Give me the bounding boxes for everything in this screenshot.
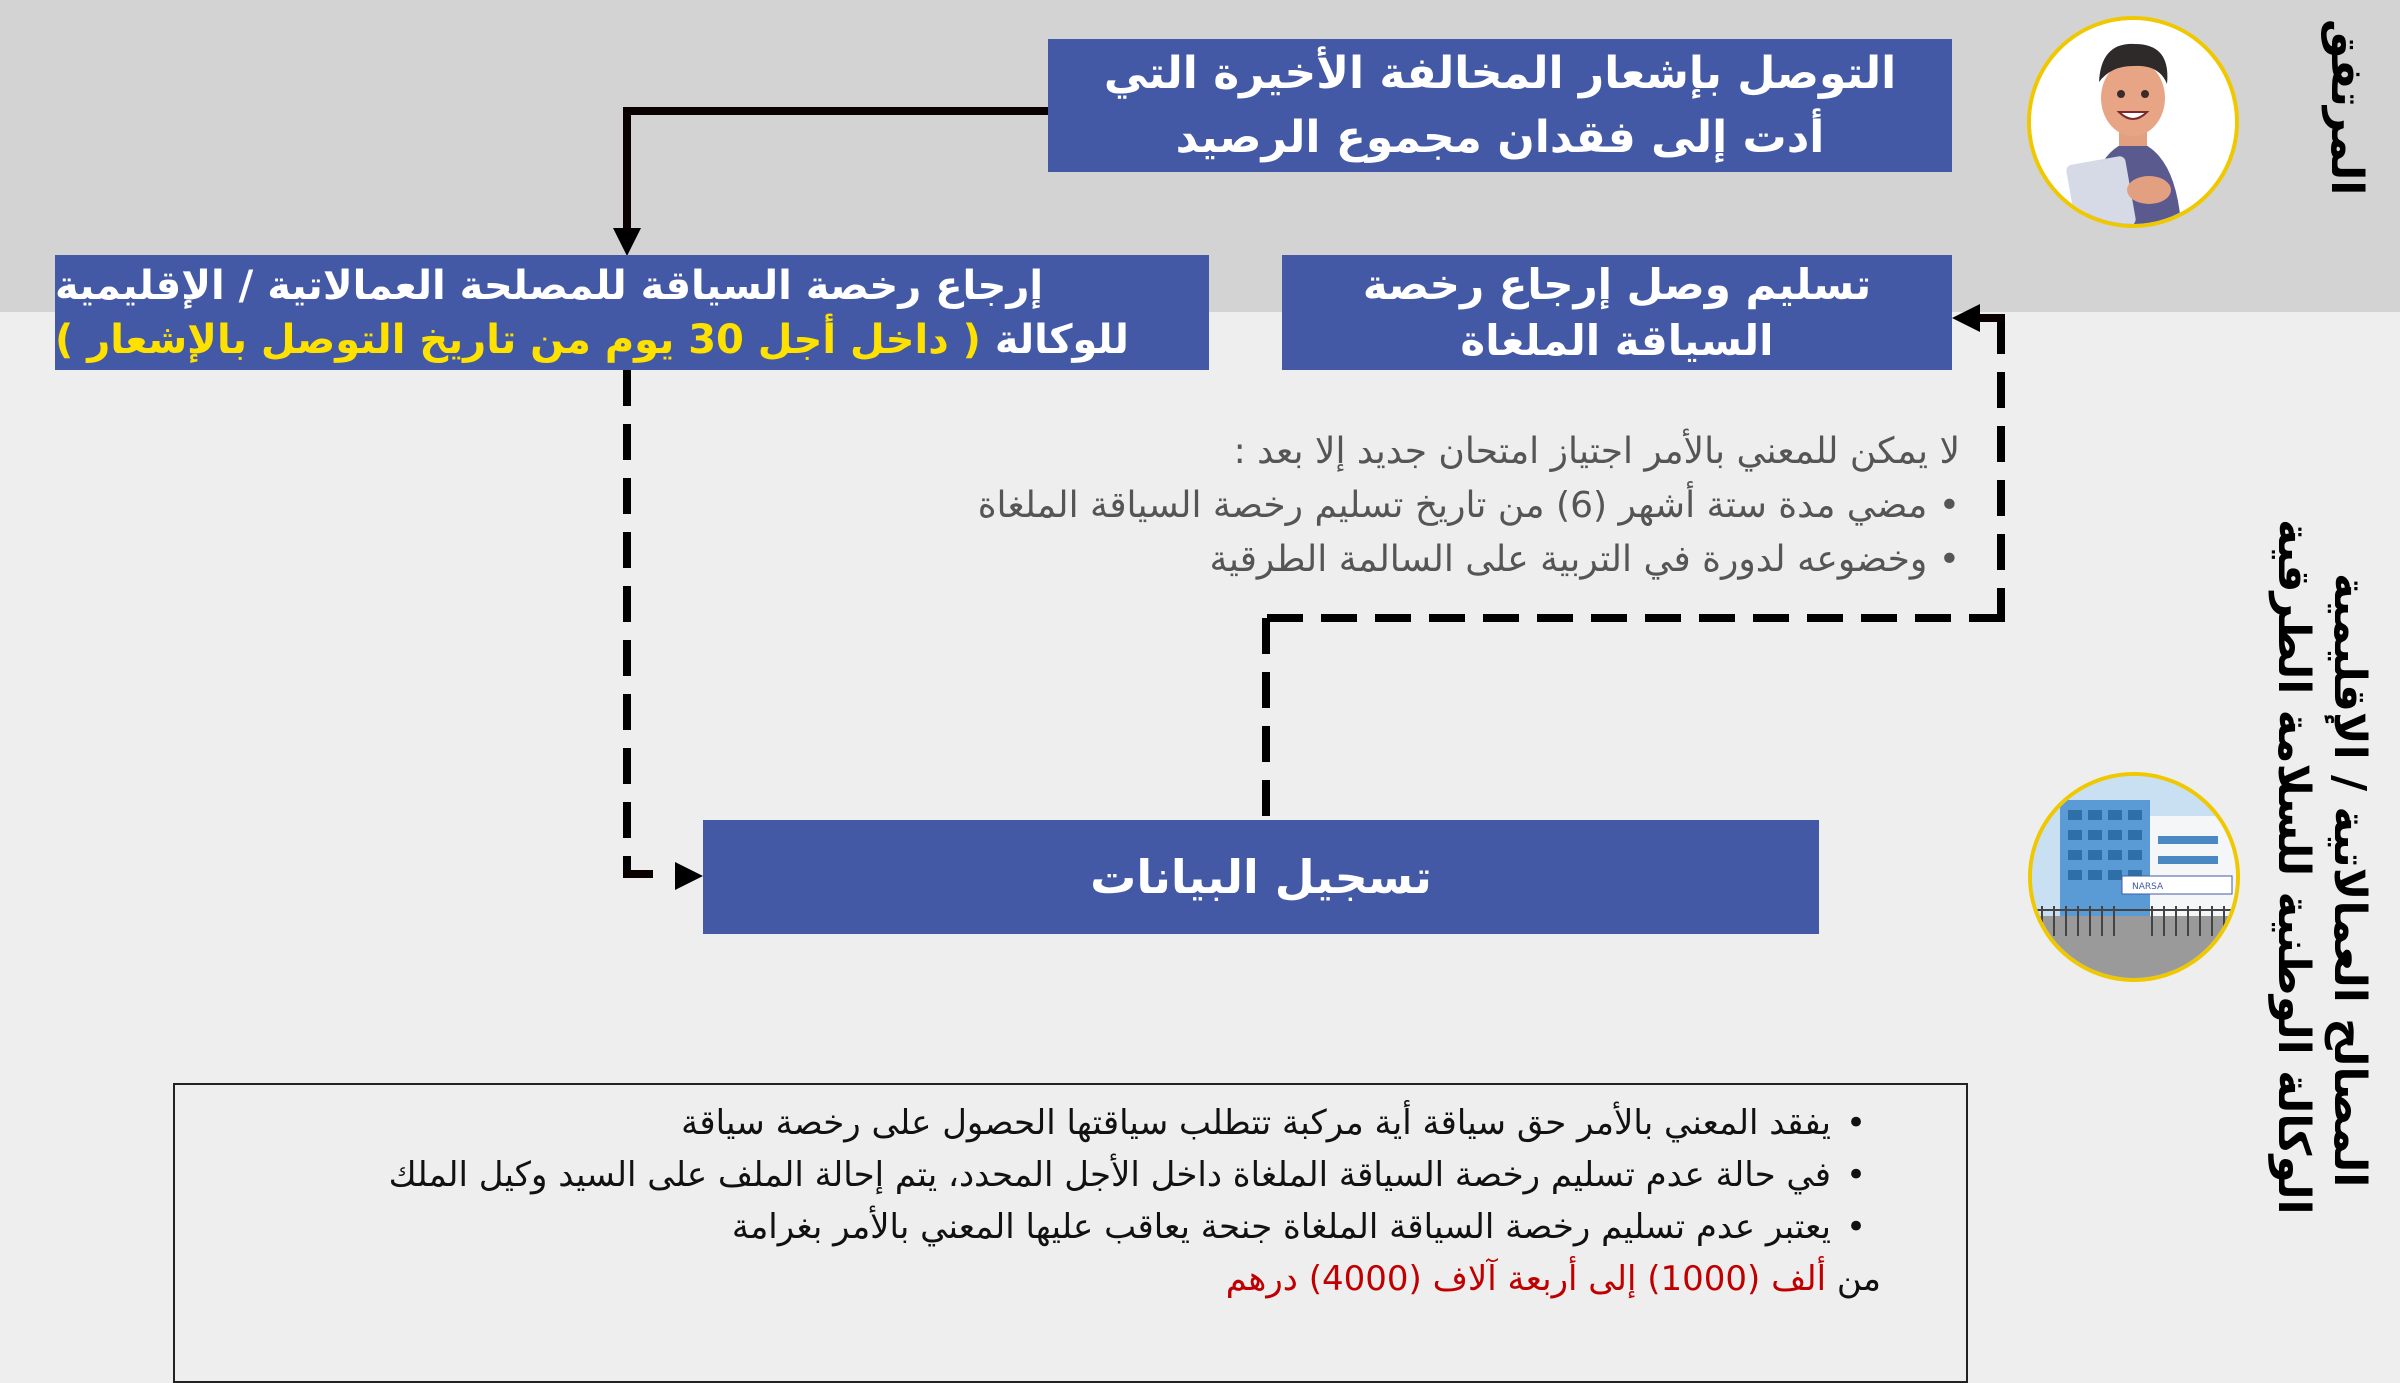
condition-item: • وخضوعه لدورة في التربية على السالمة الطرقية xyxy=(820,533,1960,587)
note-item xyxy=(235,1097,1881,1149)
connector-data-horizontal xyxy=(1262,614,2005,622)
note-text: يعتبر عدم تسليم رخصة السياقة الملغاة جنحة يعاقب عليها المعني بالأمر بغرامة xyxy=(731,1207,1831,1247)
condition-item: • مضي مدة ستة أشهر (6) من تاريخ تسليم رخصة السياقة الملغاة xyxy=(820,479,1960,533)
notes-box xyxy=(173,1083,1968,1383)
arrow-down-icon xyxy=(613,228,641,256)
connector-return-vertical xyxy=(623,370,631,878)
note-item xyxy=(235,1201,1881,1305)
lane-label-user: المرتفق xyxy=(2321,18,2372,195)
conditions-list xyxy=(820,479,1960,587)
step-receipt-line1: تسليم وصل إرجاع رخصة xyxy=(1362,259,1872,309)
svg-text:NARSA: NARSA xyxy=(2132,882,2164,892)
step-receipt-line2: السياقة الملغاة xyxy=(1460,315,1774,365)
retest-conditions xyxy=(820,425,1960,587)
step-notification-box xyxy=(1048,39,1952,172)
step-return-license-box xyxy=(55,255,1209,370)
person-with-tablet-icon xyxy=(2027,16,2239,228)
bullet-icon: • xyxy=(1845,1155,1867,1195)
conditions-intro: لا يمكن للمعني بالأمر اجتياز امتحان جديد إلا بعد : xyxy=(1233,431,1960,472)
bullet-icon: • xyxy=(1845,1103,1867,1143)
step-return-license-line1: إرجاع رخصة السياقة للمصلحة العمالاتية / الإقليمية xyxy=(55,262,1044,309)
connector-return-horizontal xyxy=(623,870,653,878)
step-notification-line1: التوصل بإشعار المخالفة الأخيرة التي xyxy=(1103,47,1897,99)
notes-list xyxy=(235,1097,1881,1305)
arrow-left-icon xyxy=(1952,304,1980,332)
step-return-license-prefix: للوكالة xyxy=(994,316,1129,363)
narsa-building-icon xyxy=(2028,772,2240,982)
fine-prefix: من xyxy=(1836,1259,1881,1299)
lane-label-agency xyxy=(2265,519,2377,1215)
step-data-entry-box xyxy=(703,820,1819,934)
note-item xyxy=(235,1149,1881,1201)
bullet-icon: • xyxy=(1845,1207,1867,1247)
step-receipt-box xyxy=(1282,255,1952,370)
note-text: في حالة عدم تسليم رخصة السياقة الملغاة داخل الأجل المحدد، يتم إحالة الملف على السيد وكيل الملك xyxy=(388,1155,1831,1195)
connector-notification-horizontal xyxy=(623,107,1048,115)
connector-data-vertical xyxy=(1262,618,1270,820)
step-data-entry-label: تسجيل البيانات xyxy=(1090,850,1432,904)
connector-notification-vertical xyxy=(623,107,631,237)
deadline-highlight: ( داخل أجل 30 يوم من تاريخ التوصل بالإشعار ) xyxy=(55,316,981,363)
fine-amount: ألف (1000) إلى أربعة آلاف (4000) درهم xyxy=(1225,1259,1827,1299)
note-text: يفقد المعني بالأمر حق سياقة أية مركبة تتطلب سياقتها الحصول على رخصة سياقة xyxy=(681,1103,1831,1143)
step-return-license-line2 xyxy=(55,313,1129,367)
lane-label-agency-line1: المصالح العمالاتية / الإقليمية xyxy=(2324,572,2375,1188)
lane-label-agency-line2: الوكالة الوطنية للسلامة الطرقية xyxy=(2268,519,2319,1215)
arrow-right-icon xyxy=(675,862,703,890)
step-notification-line2: أدت إلى فقدان مجموع الرصيد xyxy=(1175,111,1825,163)
connector-receipt-vertical xyxy=(1997,318,2005,622)
